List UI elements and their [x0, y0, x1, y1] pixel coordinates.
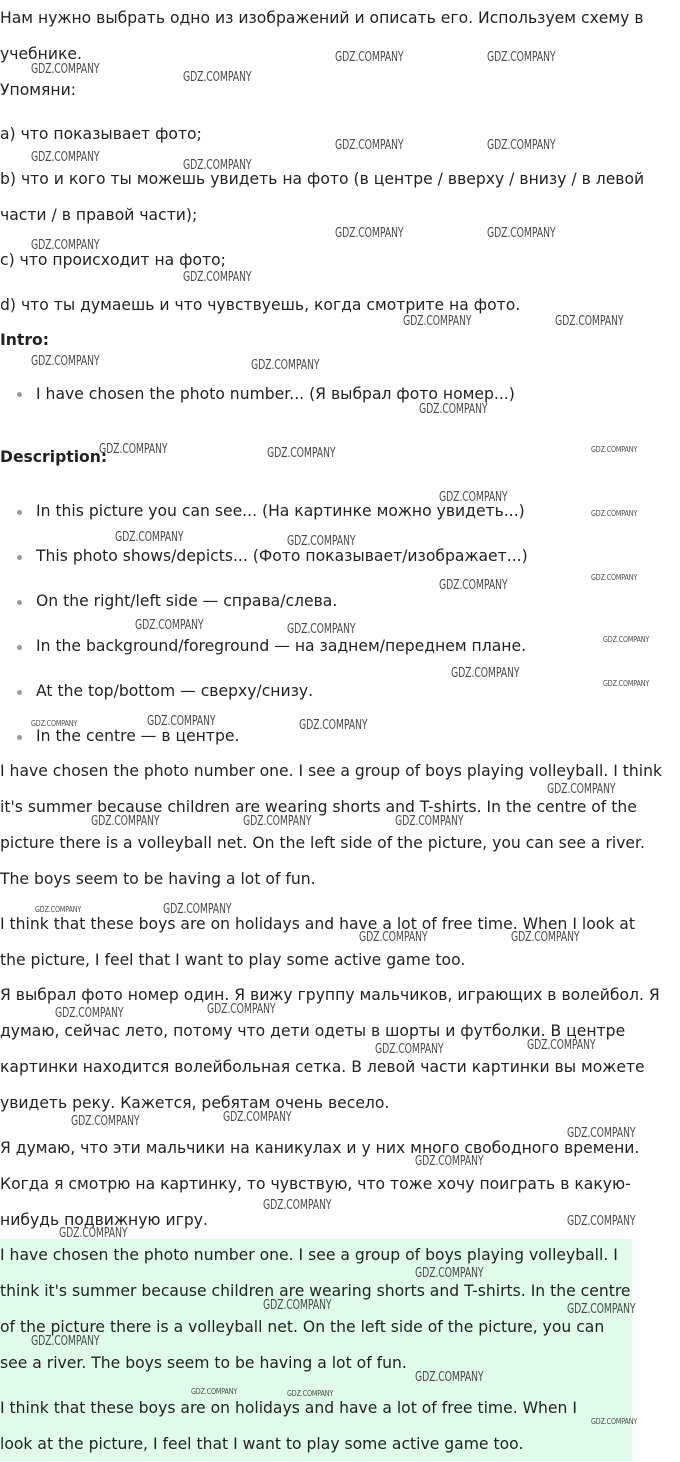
intro-item: I have chosen the photo number... (Я выбрал фото номер...)	[36, 385, 515, 403]
watermark-text: GDZ.COMPANY	[335, 50, 404, 65]
answer-ru-paragraph-2: Я думаю, что эти мальчики на каникулах и у них много свободного времени. Когда я смотрю на картинку, то чувствую, что тоже хочу поиграть в какую-нибудь подвижную игру.	[0, 1139, 640, 1229]
watermark-text: GDZ.COMPANY	[163, 902, 232, 917]
watermark-text: GDZ.COMPANY	[335, 138, 404, 153]
highlighted-answer-paragraph-2: I think that these boys are on holidays and have a lot of free time. When I look at the picture, I feel that I want to play some active game too.	[0, 1399, 577, 1453]
watermark-text: GDZ.COMPANY	[243, 814, 312, 829]
description-item: In the background/foreground — на заднем/переднем плане.	[36, 637, 527, 655]
watermark-text: GDZ.COMPANY	[31, 238, 100, 253]
bullet-icon	[17, 690, 22, 695]
description-item: In the centre — в центре.	[36, 727, 240, 745]
description-heading: Description:	[0, 448, 108, 466]
description-item: On the right/left side — справа/слева.	[36, 592, 338, 610]
description-item: At the top/bottom — сверху/снизу.	[36, 682, 314, 700]
watermark-text: GDZ.COMPANY	[487, 226, 556, 241]
description-item: This photo shows/depicts... (Фото показывает/изображает...)	[36, 547, 528, 565]
watermark-text: GDZ.COMPANY	[451, 666, 520, 681]
watermark-text: GDZ.COMPANY	[415, 1266, 484, 1281]
watermark-text: GDZ.COMPANY	[299, 718, 368, 733]
instruction-point-a: а) что показывает фото;	[0, 125, 202, 143]
watermark-text: GDZ.COMPANY	[567, 1214, 636, 1229]
watermark-text: GDZ.COMPANY	[91, 814, 160, 829]
watermark-text: GDZ.COMPANY	[183, 70, 252, 85]
watermark-text: GDZ.COMPANY	[487, 50, 556, 65]
bullet-icon	[17, 510, 22, 515]
watermark-text: GDZ.COMPANY	[287, 534, 356, 549]
watermark-text: GDZ.COMPANY	[419, 402, 488, 417]
answer-ru-paragraph-1: Я выбрал фото номер один. Я вижу группу мальчиков, играющих в волейбол. Я думаю, сейчас лето, потому что дети одеты в шорты и футболки. В центре картинки находится волейбольная сетка. В левой части картинки вы можете увидеть реку. Кажется, ребятам очень весело.	[0, 986, 660, 1112]
bullet-icon	[17, 645, 22, 650]
watermark-text: GDZ.COMPANY	[375, 1042, 444, 1057]
watermark-text: GDZ.COMPANY	[591, 1417, 638, 1426]
answer-en-paragraph-1: I have chosen the photo number one. I see a group of boys playing volleyball. I think it's summer because children are wearing shorts and T-shirts. In the centre of the picture there is a volleyball net. On the left side of the picture, you can see a river. The boys seem to be having a lot of fun.	[0, 762, 663, 888]
watermark-text: GDZ.COMPANY	[487, 138, 556, 153]
watermark-text: GDZ.COMPANY	[263, 1198, 332, 1213]
watermark-text: GDZ.COMPANY	[35, 905, 82, 914]
watermark-text: GDZ.COMPANY	[547, 782, 616, 797]
watermark-text: GDZ.COMPANY	[223, 1110, 292, 1125]
instruction-intro: Нам нужно выбрать одно из изображений и описать его. Используем схему в учебнике.	[0, 9, 644, 63]
watermark-text: GDZ.COMPANY	[287, 1389, 334, 1398]
instruction-point-d: d) что ты думаешь и что чувствуешь, когда смотрите на фото.	[0, 296, 521, 314]
bullet-icon	[17, 555, 22, 560]
watermark-text: GDZ.COMPANY	[251, 358, 320, 373]
watermark-text: GDZ.COMPANY	[135, 618, 204, 633]
watermark-text: GDZ.COMPANY	[31, 62, 100, 77]
bullet-icon	[17, 735, 22, 740]
watermark-text: GDZ.COMPANY	[59, 1226, 128, 1241]
watermark-text: GDZ.COMPANY	[591, 509, 638, 518]
watermark-text: GDZ.COMPANY	[147, 714, 216, 729]
watermark-text: GDZ.COMPANY	[415, 1370, 484, 1385]
watermark-text: GDZ.COMPANY	[207, 1002, 276, 1017]
watermark-text: GDZ.COMPANY	[335, 226, 404, 241]
instruction-point-b: b) что и кого ты можешь увидеть на фото (в центре / вверху / внизу / в левой части / в правой части);	[0, 170, 645, 224]
answer-en-paragraph-2: I think that these boys are on holidays and have a lot of free time. When I look at the picture, I feel that I want to play some active game too.	[0, 915, 635, 969]
watermark-text: GDZ.COMPANY	[267, 446, 336, 461]
watermark-text: GDZ.COMPANY	[71, 1114, 140, 1129]
watermark-text: GDZ.COMPANY	[191, 1387, 238, 1396]
watermark-text: GDZ.COMPANY	[439, 578, 508, 593]
watermark-text: GDZ.COMPANY	[31, 150, 100, 165]
watermark-text: GDZ.COMPANY	[359, 930, 428, 945]
highlighted-answer-paragraph-1: I have chosen the photo number one. I see a group of boys playing volleyball. I think it's summer because children are wearing shorts and T-shirts. In the centre of the picture there is a volleyball net. On the left side of the picture, you can see a river. The boys seem to be having a lot of fun.	[0, 1246, 631, 1372]
watermark-text: GDZ.COMPANY	[287, 622, 356, 637]
watermark-text: GDZ.COMPANY	[115, 530, 184, 545]
watermark-text: GDZ.COMPANY	[527, 1038, 596, 1053]
watermark-text: GDZ.COMPANY	[31, 354, 100, 369]
intro-heading: Intro:	[0, 331, 49, 349]
watermark-text: GDZ.COMPANY	[439, 490, 508, 505]
mention-label: Упомяни:	[0, 81, 76, 99]
watermark-text: GDZ.COMPANY	[603, 679, 650, 688]
watermark-text: GDZ.COMPANY	[567, 1126, 636, 1141]
watermark-text: GDZ.COMPANY	[99, 442, 168, 457]
watermark-text: GDZ.COMPANY	[183, 270, 252, 285]
watermark-text: GDZ.COMPANY	[395, 814, 464, 829]
watermark-text: GDZ.COMPANY	[31, 719, 78, 728]
watermark-text: GDZ.COMPANY	[263, 1298, 332, 1313]
watermark-text: GDZ.COMPANY	[415, 1154, 484, 1169]
watermark-text: GDZ.COMPANY	[55, 1006, 124, 1021]
watermark-text: GDZ.COMPANY	[591, 573, 638, 582]
watermark-text: GDZ.COMPANY	[603, 635, 650, 644]
watermark-text: GDZ.COMPANY	[567, 1302, 636, 1317]
watermark-text: GDZ.COMPANY	[183, 158, 252, 173]
watermark-text: GDZ.COMPANY	[555, 314, 624, 329]
bullet-icon	[17, 600, 22, 605]
watermark-text: GDZ.COMPANY	[591, 445, 638, 454]
watermark-text: GDZ.COMPANY	[511, 930, 580, 945]
description-item: In this picture you can see... (На картинке можно увидеть...)	[36, 502, 525, 520]
watermark-text: GDZ.COMPANY	[31, 1334, 100, 1349]
watermark-text: GDZ.COMPANY	[403, 314, 472, 329]
instruction-point-c: c) что происходит на фото;	[0, 251, 226, 269]
bullet-icon	[17, 392, 22, 397]
